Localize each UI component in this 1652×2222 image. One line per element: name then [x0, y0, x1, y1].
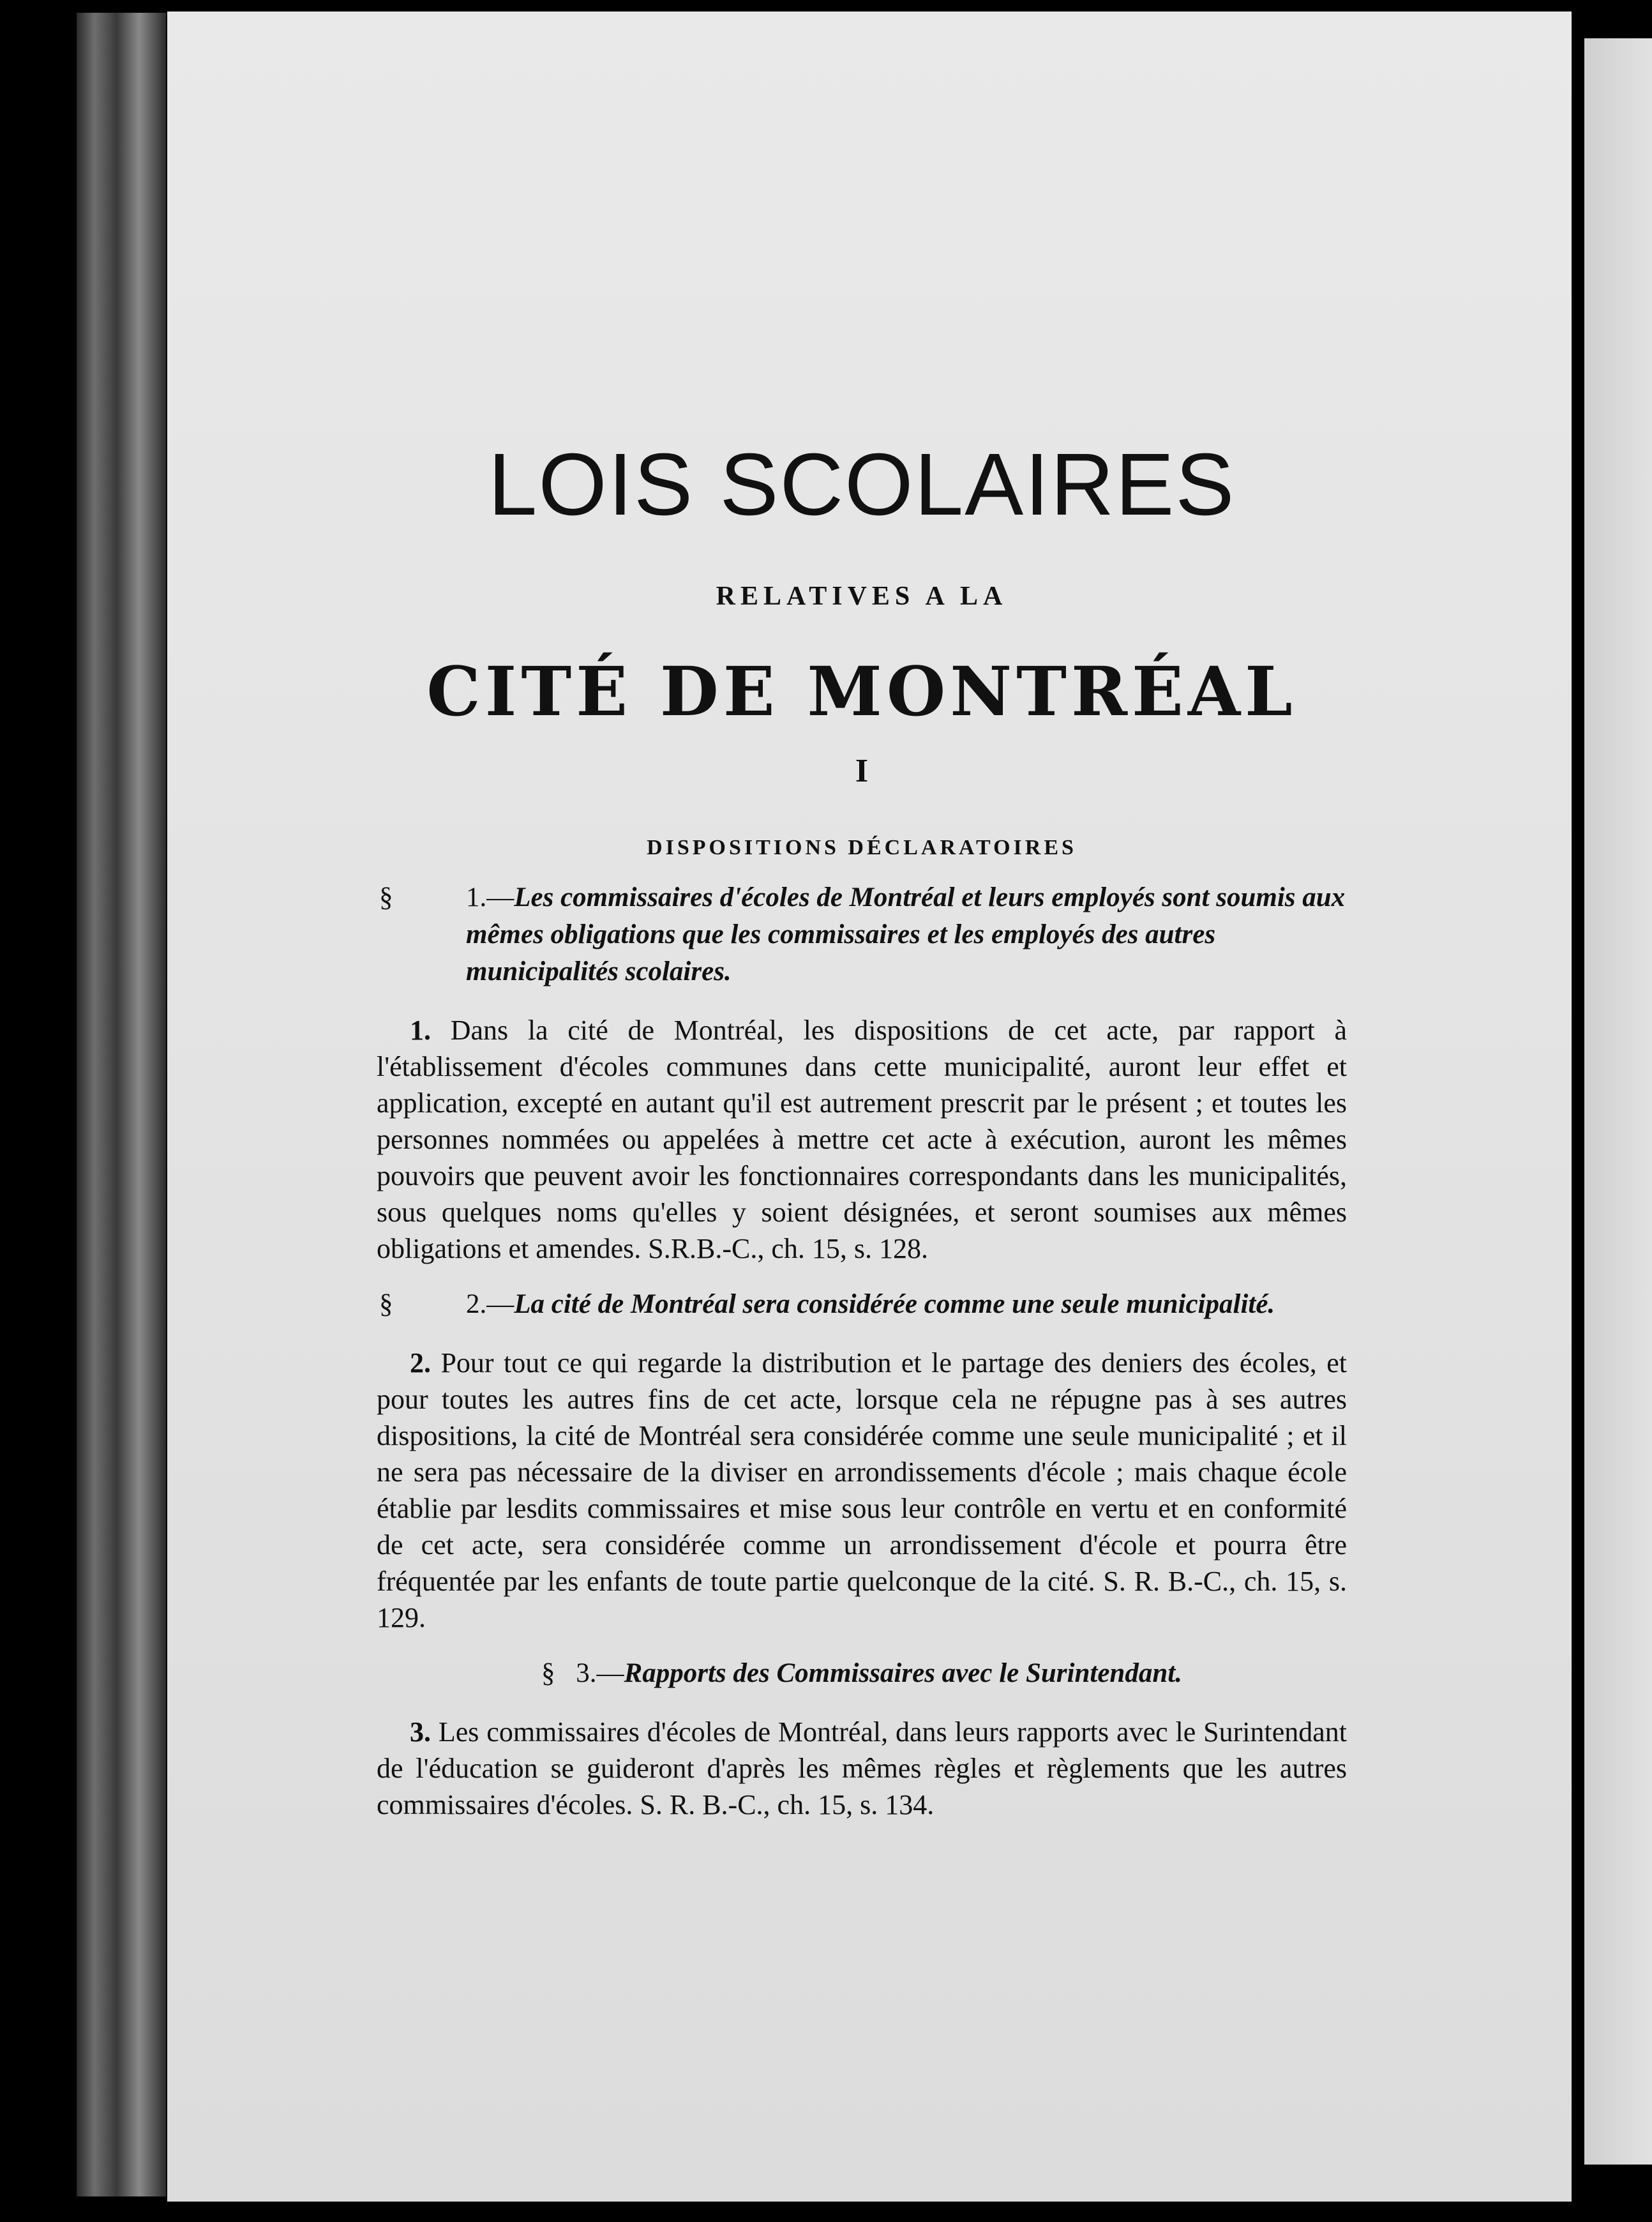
- article-number: 1.: [410, 1015, 431, 1046]
- article-paragraph-3: [377, 1714, 1347, 1823]
- document-subtitle: RELATIVES A LA: [716, 582, 1008, 611]
- section-heading: DISPOSITIONS DÉCLARATOIRES: [647, 836, 1077, 859]
- city-heading: CITÉ DE MONTRÉAL: [426, 651, 1297, 731]
- section-marker: §: [379, 882, 393, 912]
- book-binding-edge: [77, 13, 166, 2196]
- article-paragraph-2: [377, 1345, 1347, 1636]
- section-marker: §: [379, 1289, 393, 1319]
- page-content: [377, 435, 1348, 1823]
- section-summary-2: [377, 1286, 1347, 1323]
- next-page-edge: [1584, 38, 1652, 2165]
- section-marker: §: [541, 1658, 555, 1688]
- document-title: LOIS SCOLAIRES: [488, 435, 1236, 534]
- article-paragraph-1: [377, 1012, 1347, 1267]
- article-text: Pour tout ce qui regarde la distribution et le partage des deniers des écoles, et pour toutes les autres fins de cet acte, lorsque cela ne répugne pas à ses autres dispositions, la cité de Montréal sera considérée comme une seule municipalité ; et il ne sera pas nécessaire de la diviser en arrondissements d'école ; mais chaque école établie par lesdits commissaires et mise sous leur contrôle en vertu et en conformité de cet acte, sera considérée comme un arrondissement d'école et pourra être fréquentée par les enfants de toute partie quelconque de la cité. S. R. B.-C., ch. 15, s. 129.: [377, 1347, 1347, 1633]
- chapter-number: I: [855, 753, 869, 789]
- section-number: 3.—: [576, 1658, 624, 1688]
- article-number: 2.: [410, 1347, 431, 1379]
- section-summary-text: Les commissaires d'écoles de Montréal et leurs employés sont soumis aux mêmes obligations que les commissaires et les employés des autres municipalités scolaires.: [466, 882, 1346, 986]
- section-number: 2.—: [466, 1289, 514, 1319]
- section-summary-text: Rapports des Commissaires avec le Surintendant.: [624, 1658, 1182, 1688]
- article-text: Les commissaires d'écoles de Montréal, dans leurs rapports avec le Surintendant de l'éducation se guideront d'après les mêmes règles et règlements que les autres commissaires d'écoles. S. R. B.-C., ch. 15, s. 134.: [377, 1716, 1347, 1820]
- article-number: 3.: [410, 1716, 431, 1748]
- article-text: Dans la cité de Montréal, les dispositions de cet acte, par rapport à l'établissement d'écoles communes dans cette municipalité, auront leur effet et application, excepté en autant qu'il est autrement prescrit par le présent ; et toutes les personnes nommées ou appelées à mettre cet acte à exécution, auront les mêmes pouvoirs que peuvent avoir les fonctionnaires correspondants dans les municipalités, sous quelques noms qu'elles y soient désignées, et seront soumises aux mêmes obligations et amendes. S.R.B.-C., ch. 15, s. 128.: [377, 1015, 1348, 1264]
- section-summary-3: [377, 1655, 1347, 1692]
- section-summary-1: [377, 879, 1347, 990]
- section-summary-text: La cité de Montréal sera considérée comme une seule municipalité.: [514, 1289, 1275, 1319]
- section-number: 1.—: [466, 882, 514, 912]
